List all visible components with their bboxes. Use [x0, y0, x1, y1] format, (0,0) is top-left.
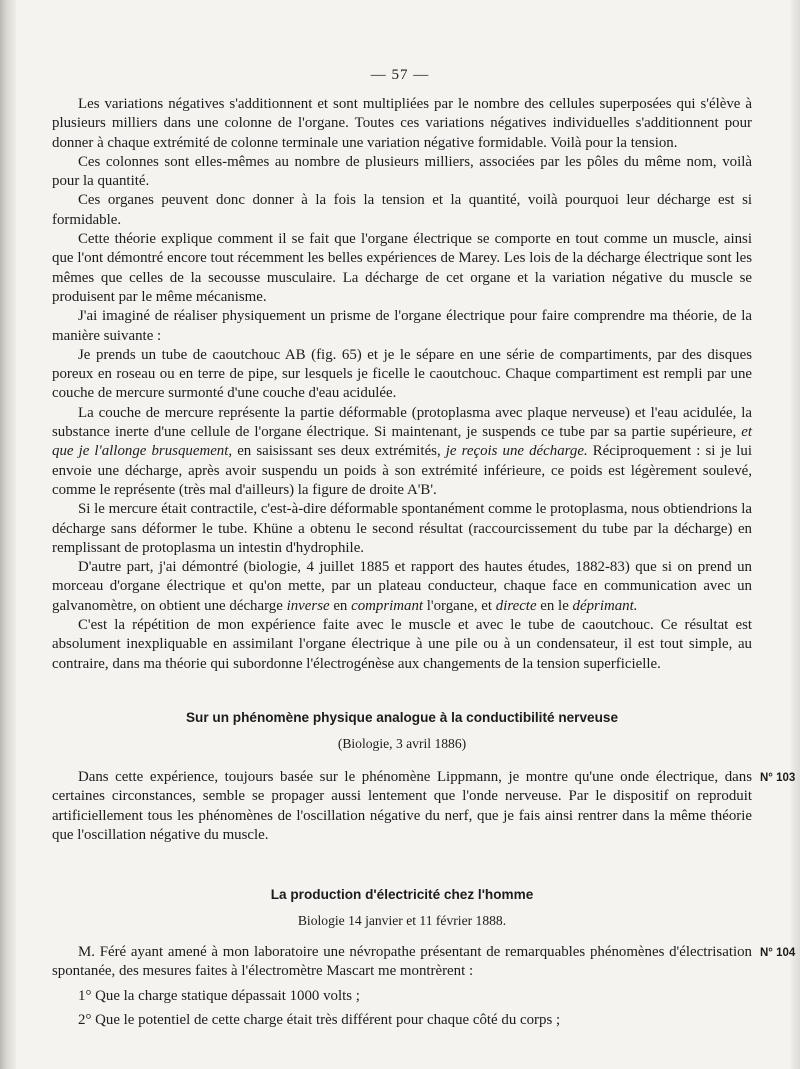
section-title: La production d'électricité chez l'homme	[270, 887, 534, 902]
paragraph: Dans cette expérience, toujours basée sur le phénomène Lippmann, je montre qu'une onde électrique, dans certaines circonstances, semble se propager aussi lentement que l'onde nerveuse. Par le dispositif on reproduit artificiellement tous les phénomènes de l'oscillation négative du nerf, que je fais ainsi rentrer dans la même théorie que l'oscillation négative du muscle.	[52, 769, 752, 843]
paragraph: Ces organes peuvent donc donner à la fois la tension et la quantité, voilà pourquoi leur décharge est si formidable.	[52, 192, 752, 228]
entry-number: N° 104	[760, 947, 796, 959]
page-number: — 57 —	[370, 67, 430, 83]
paragraph-text: , en saisissant ses deux extrémités,	[228, 443, 446, 460]
section-source: Biologie 14 janvier et 11 février 1888.	[297, 913, 507, 928]
italic-text: et que je l'allonge brusquement	[52, 424, 752, 460]
paragraph: M. Féré ayant amené à mon laboratoire une névropathe présentant de remarquables phénomènes d'électrisation spontanée, des mesures faites à l'électromètre Mascart me montrèrent :	[52, 944, 752, 980]
italic-text: comprimant	[351, 597, 424, 614]
body-text-section-2	[52, 768, 752, 845]
italic-text: inverse	[286, 597, 330, 614]
paragraph: Les variations négatives s'additionnent et sont multipliées par le nombre des cellules superposées qui s'élève à plusieurs milliers dans une colonne de l'organe. Toutes ces variations négatives individuelles s'additionnent pour donner à chaque extrémité de colonne terminale une variation négative formidable. Voilà pour la tension.	[52, 96, 752, 151]
paragraph	[52, 404, 752, 500]
paragraph-text: Réciproquement : si je lui envoie une décharge, après avoir suspendu un poids à son extrémité inférieure, ce poids est légèrement soulevé, comme le représente (très mal d'ailleurs) la figure de droite A'B'.	[52, 443, 752, 498]
italic-text: déprimant.	[572, 597, 638, 614]
list-item: 2° Que le potentiel de cette charge était très différent pour chaque côté du corps ;	[78, 1011, 561, 1028]
paragraph: Si le mercure était contractile, c'est-à-dire déformable spontanément comme le protoplasma, nous obtiendrions la décharge sans déformer le tube. Khüne a obtenu le second résultat (raccourcissement du tube par la décharge) en remplissant de protoplasma un intestin d'hydrophile.	[52, 501, 752, 556]
paragraph-text: l'organe, et	[423, 597, 496, 614]
entry-number: N° 103	[760, 772, 796, 784]
paragraph: C'est la répétition de mon expérience faite avec le muscle et avec le tube de caoutchouc. Ce résultat est absolument inexpliquable en assimilant l'organe électrique à une pile ou à un condensateur, il est tout simple, au contraire, dans ma théorie qui subordonne l'électrogénèse aux changements de la tension superficielle.	[52, 617, 752, 672]
body-text-section-3	[52, 943, 752, 1030]
paragraph: Ces colonnes sont elles-mêmes au nombre de plusieurs milliers, associées par les pôles du même nom, voilà pour la quantité.	[52, 153, 752, 190]
page-edge-shadow	[0, 0, 16, 1069]
italic-text: je reçois une décharge.	[445, 443, 588, 460]
body-text-section-1	[52, 95, 752, 674]
page-edge-right	[790, 0, 800, 1069]
paragraph: J'ai imaginé de réaliser physiquement un prisme de l'organe électrique pour faire comprendre ma théorie, de la manière suivante :	[52, 308, 752, 344]
paragraph-text: D'autre part, j'ai démontré (biologie, 4 juillet 1885 et rapport des hautes études, 1882-83) que si on prend un morceau d'organe électrique et qu'on mette, par un plateau conducteur, chaque face en communication avec un galvanomètre, on obtient une décharge	[52, 559, 752, 614]
section-source: (Biologie, 3 avril 1886)	[337, 736, 467, 751]
paragraph: Je prends un tube de caoutchouc AB (fig. 65) et je le sépare en une série de compartiments, par des disques poreux en roseau ou en terre de pipe, sur lesquels je ficelle le caoutchouc. Chaque compartiment est rempli par une couche de mercure surmonté d'une couche d'eau acidulée.	[52, 346, 752, 402]
paragraph-text: en le	[536, 597, 573, 614]
paragraph: Cette théorie explique comment il se fait que l'organe électrique se comporte en tout comme un muscle, ainsi que l'ont démontré encore tout récemment les belles expériences de Marey. Les lois de la décharge électrique sont les mêmes que celles de la secousse musculaire. La décharge de cet organe et la variation négative du muscle se produisent par le même mécanisme.	[52, 231, 752, 305]
paragraph-text: La couche de mercure représente la partie déformable (protoplasma avec plaque nerveuse) et l'eau acidulée, la substance inerte d'une cellule de l'organe électrique. Si maintenant, je suspends ce tube par sa partie supérieure,	[52, 404, 752, 441]
section-title: Sur un phénomène physique analogue à la conductibilité nerveuse	[185, 710, 619, 725]
italic-text: directe	[495, 597, 537, 614]
paragraph-text: en	[329, 597, 352, 614]
list-item: 1° Que la charge statique dépassait 1000 volts ;	[78, 987, 360, 1004]
paragraph	[52, 558, 752, 616]
